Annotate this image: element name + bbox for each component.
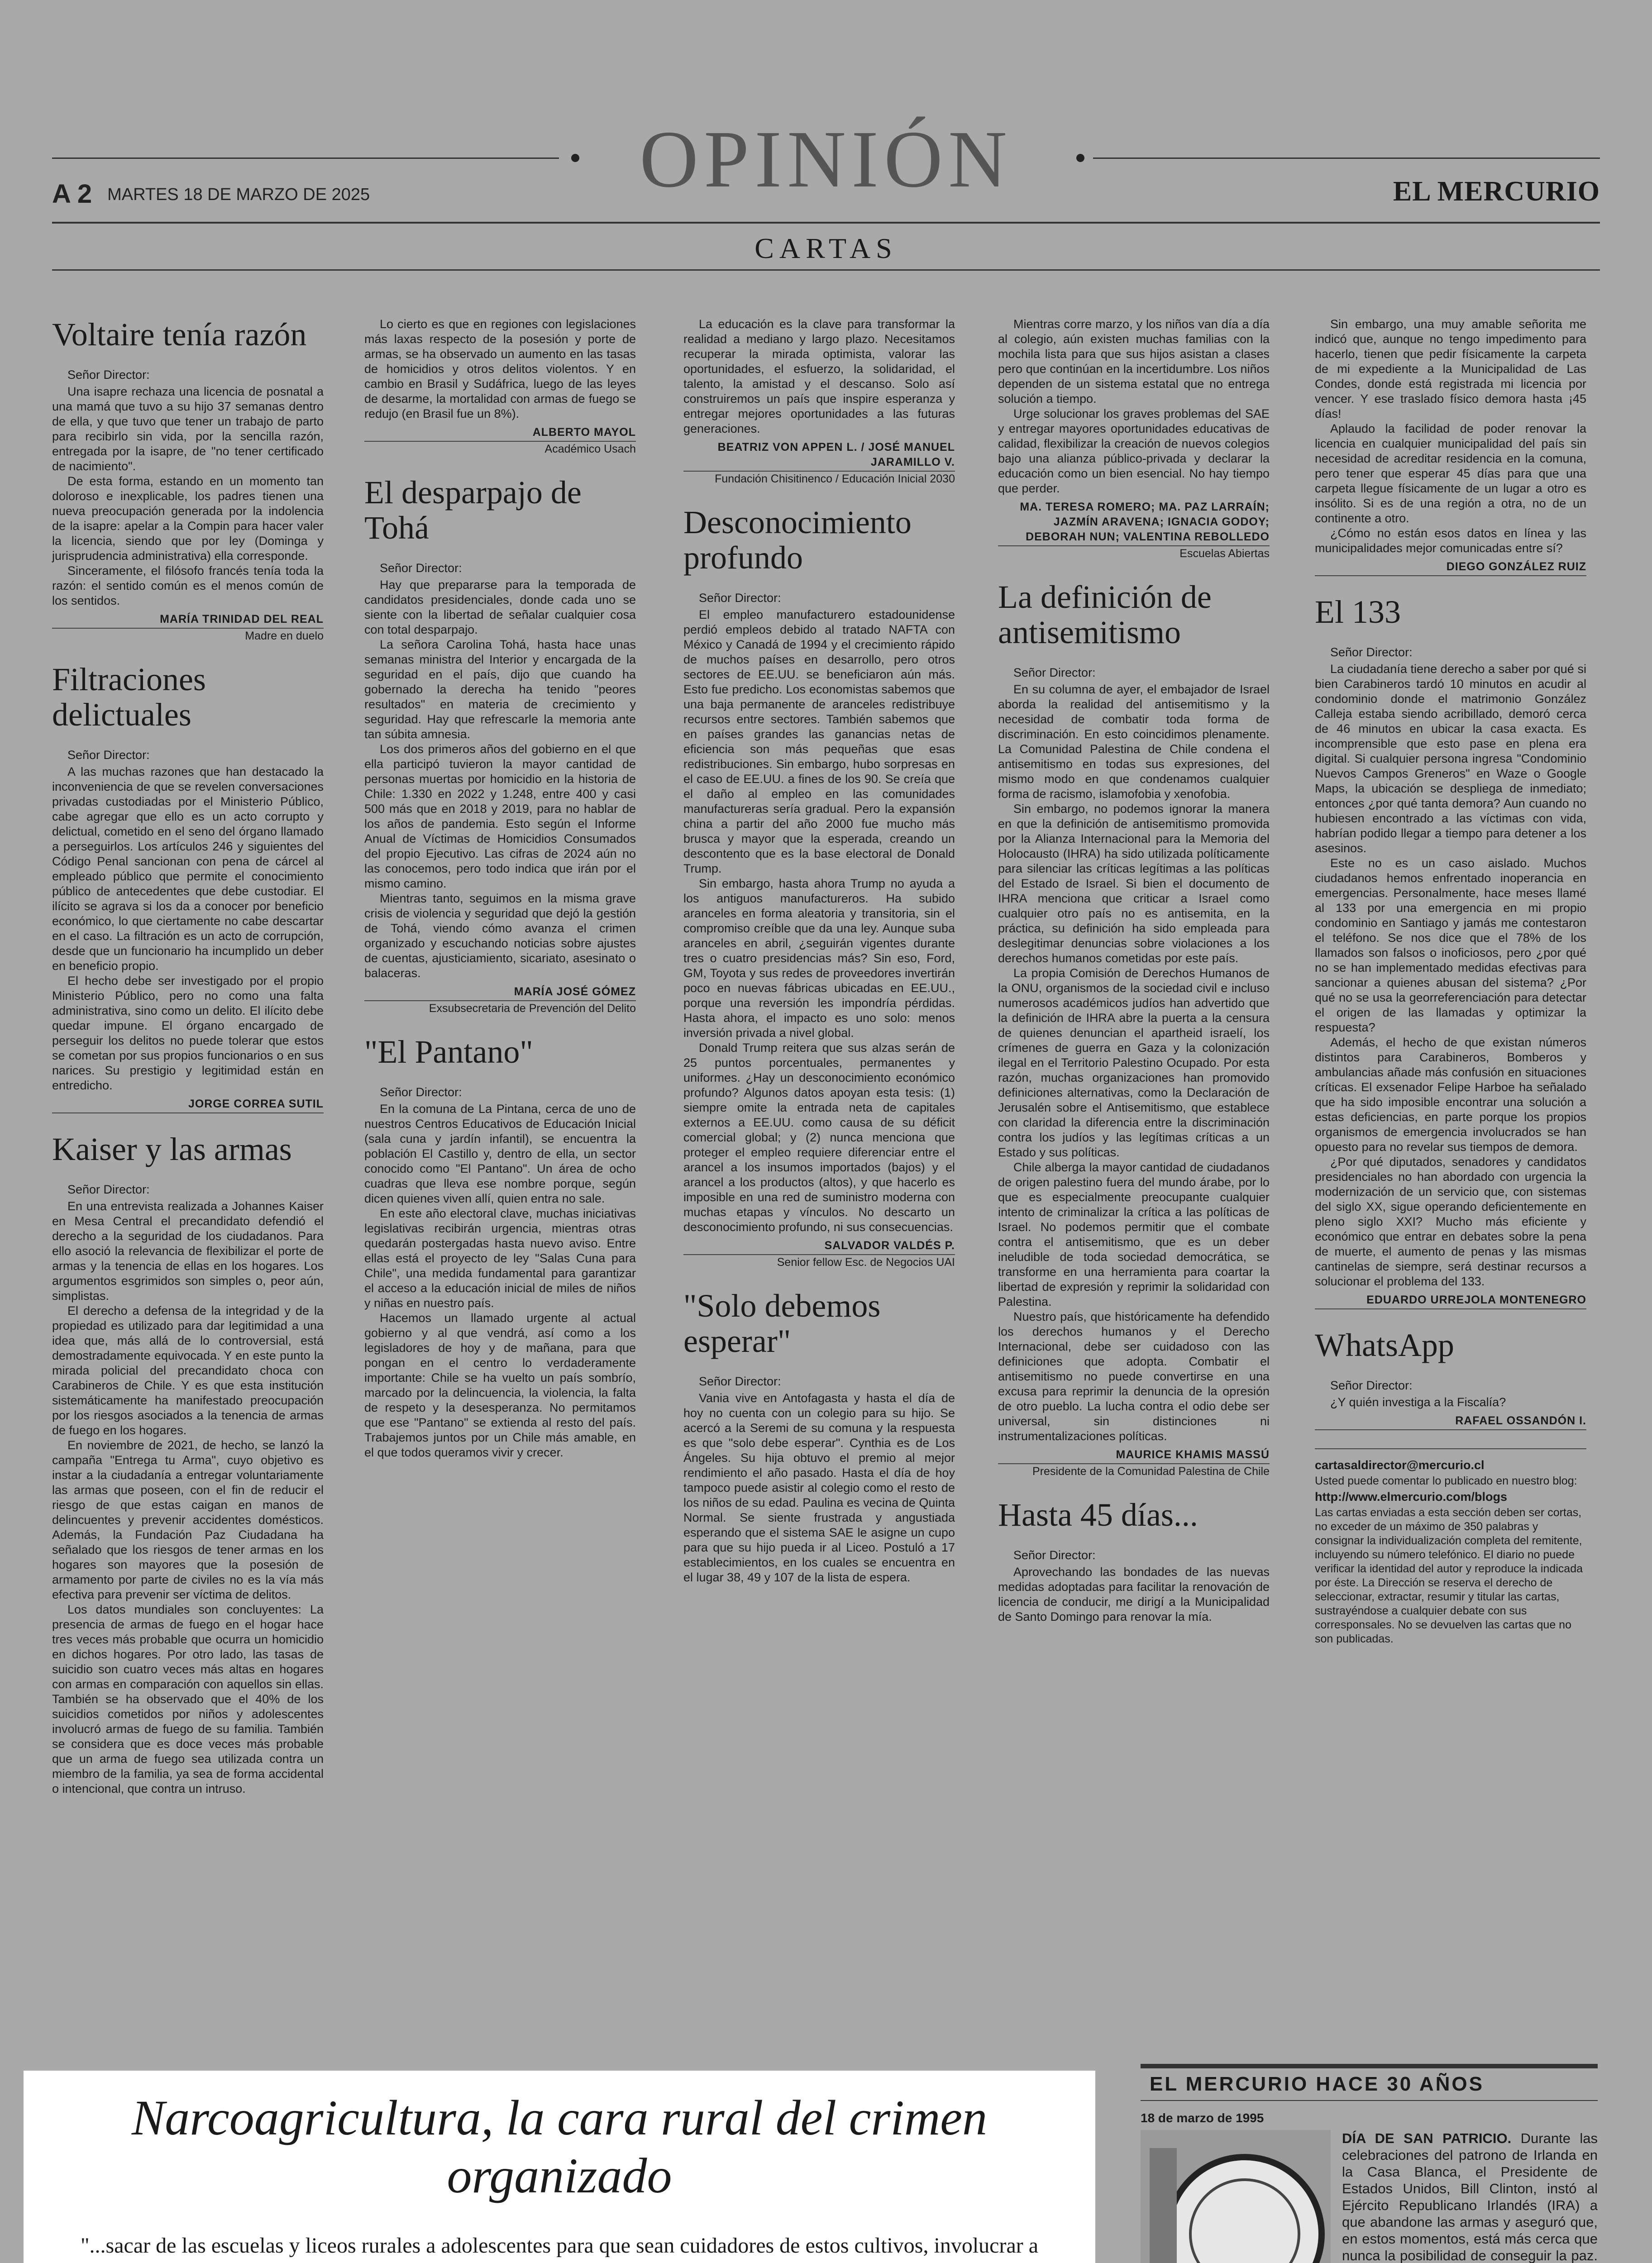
letter-affiliation: Fundación Chisitinenco / Educación Inicial 2030 — [715, 473, 955, 485]
letter-paragraph: Este no es un caso aislado. Muchos ciudadanos hemos enfrentado inoperancia en emergencias. Personalmente, hace meses llamé al 133 por una emergencia en mi propio condominio en Santiago y jamás me contestaron el teléfono. Se nos dice que el 78% de los llamados son falsos o inoficiosos, pero ¿por qué no se han implementado medidas efectivas para sancionar a quienes abusan del sistema? ¿Por qué no se usa la georreferenciación para detectar el origen de las llamadas y optimizar la respuesta? — [1315, 856, 1586, 1034]
letter-affiliation: Presidente de la Comunidad Palestina de Chile — [1032, 1465, 1270, 1478]
letter-affiliation: Senior fellow Esc. de Negocios UAI — [777, 1256, 955, 1269]
letters-column-2 — [364, 317, 636, 1478]
letter-signature: SALVADOR VALDÉS P. — [683, 1238, 955, 1255]
blog-intro: Usted puede comentar lo publicado en nuestro blog: — [1315, 1475, 1577, 1487]
letter-kaiser-cont — [364, 317, 636, 457]
letter-paragraph: ¿Por qué diputados, senadores y candidatos presidenciales no han abordado con urgencia la modernización de un servicio que, con sistemas del siglo XX, sigue operando deficientemente en pleno siglo XXI? Mucho más eficiente y económico que entrar en debates sobre la pena de muerte, el aumento de penas y las mismas cantinelas de siempre, será destinar recursos a solucionar el problema del 133. — [1315, 1155, 1586, 1288]
cartas-rule — [52, 269, 1600, 271]
edition-date: MARTES 18 DE MARZO DE 2025 — [107, 185, 370, 204]
letter-solo-esperar — [683, 1288, 955, 1585]
letter-kaiser — [52, 1132, 324, 1796]
letter-paragraph: La educación es la clave para transformar la realidad a mediano y largo plazo. Necesitamos recuperar la mirada optimista, valorar las oportunidades, el esfuerzo, la solidaridad, el talento, la amistad y el descanso. Solo así construiremos un país que inspire esperanza y entregar mejores oportunidades a las futuras generaciones. — [683, 317, 955, 435]
hace-30-photo — [1141, 2130, 1331, 2263]
letter-antisemitismo — [998, 579, 1270, 1479]
letter-salutation: Señor Director: — [67, 368, 150, 382]
letter-pantano — [364, 1034, 636, 1460]
letter-paragraph: La señora Carolina Tohá, hasta hace unas semanas ministra del Interior y encargada de la seguridad en el país, dijo que cuando ha gobernado la derecha ha tenido "peores resultados" en materia de crecimiento y seguridad. Hay que refrescarle la memoria ante tan súbita amnesia. — [364, 638, 636, 741]
letter-paragraph: El empleo manufacturero estadounidense perdió empleos debido al tratado NAFTA con México y Canadá de 1994 y el crecimiento rápido de muchos países en desarrollo, pero otros sectores de EE.UU. se beneficiaron aún más. Esto fue predicho. Los economistas sabemos que una baja permanente de aranceles redistribuye recursos entre sectores. También sabemos que en países grandes las ganancias netas de eficiencia son más pequeñas que esas redistribuciones. Sin embargo, hubo sorpresas en el caso de EE.UU. a fines de los 90. Se creía que el daño al empleo en las comunidades manufactureras sería gradual. Pero la expansión china a partir del año 2000 fue mucho más brusca y mayor que la esperada, creando un descontento que es la base electoral de Donald Trump. — [683, 608, 955, 875]
letters-column-1 — [52, 317, 324, 1814]
letter-affiliation: Madre en duelo — [245, 630, 324, 642]
letter-salutation: Señor Director: — [67, 748, 150, 762]
letter-signature: DIEGO GONZÁLEZ RUIZ — [1315, 559, 1586, 576]
blog-link[interactable]: http://www.elmercurio.com/blogs — [1315, 1490, 1508, 1504]
letter-paragraph: Chile alberga la mayor cantidad de ciudadanos de origen palestino fuera del mundo árabe, por lo que es especialmente preocupante cualquier intento de criminalizar la crítica a las políticas de Israel. No podemos permitir que el combate contra el antisemitismo, que es un deber ineludible de toda sociedad democrática, se transforme en una herramienta para coartar la libertad de expresión y reprimir la solidaridad con Palestina. — [998, 1160, 1270, 1308]
letter-whatsapp — [1315, 1327, 1586, 1430]
letter-45-dias-cont — [1315, 317, 1586, 576]
letter-paragraph: Hacemos un llamado urgente al actual gobierno y al que vendrá, así como a los legisladores de hoy y de mañana, para que pongan en el centro lo verdaderamente importante: Chile se ha vuelto un país sombrío, marcado por la delincuencia, la violencia, la falta de respeto y la desesperanza. No permitamos que ese "Pantano" se extienda al resto del país. Trabajemos juntos por un Chile más amable, en el que todos queramos vivir y crecer. — [364, 1311, 636, 1459]
letter-voltaire — [52, 317, 324, 644]
letter-paragraph: En este año electoral clave, muchas iniciativas legislativas recibirán urgencia, mientras otras quedarán postergadas hasta nuevo aviso. Entre ellas está el proyecto de ley "Salas Cuna para Chile", una medida fundamental para garantizar el acceso a la educación inicial de miles de niños y niñas en nuestro país. — [364, 1207, 636, 1310]
letter-salutation: Señor Director: — [699, 1375, 781, 1388]
letter-salutation: Señor Director: — [1330, 1379, 1413, 1392]
letter-salutation: Señor Director: — [67, 1183, 150, 1196]
letter-affiliation: Exsubsecretaria de Prevención del Delito — [429, 1002, 636, 1015]
letter-filtraciones — [52, 662, 324, 1113]
contact-email[interactable]: cartasaldirector@mercurio.cl — [1315, 1458, 1485, 1472]
opinion-column — [24, 2071, 1095, 2263]
letter-paragraph: Hay que prepararse para la temporada de candidatos presidenciales, donde cada uno se siente con la libertad de señalar cualquier cosa con total desparpajo. — [364, 578, 636, 636]
letter-paragraph: Sin embargo, no podemos ignorar la manera en que la definición de antisemitismo promovida por la Alianza Internacional para la Memoria del Holocausto (IHRA) ha sido utilizada políticamente para silenciar las críticas legítimas a las políticas del Estado de Israel. Si bien el documento de IHRA menciona que criticar a Israel como cualquier otro país no es antisemita, en la práctica, su definición ha sido empleada para deslegitimar denuncias sobre violaciones a los derechos humanos cometidas por este país. — [998, 802, 1270, 965]
letter-paragraph: Además, el hecho de que existan números distintos para Carabineros, Bomberos y ambulancias añade más confusión en situaciones críticas. El exsenador Felipe Harboe ha señalado que ha sido imposible encontrar una solución a estas deficiencias, en parte porque los propios organismos de emergencia involucrados se han opuesto para no revelar sus tiempos de demora. — [1315, 1036, 1586, 1154]
letter-paragraph: En una entrevista realizada a Johannes Kaiser en Mesa Central el precandidato defendió el derecho a la seguridad de los ciudadanos. Para ello asoció la relevancia de flexibilizar el porte de armas y la tenencia de ellas en los hogares. Los argumentos esgrimidos son simples o, peor aún, simplistas. — [52, 1199, 324, 1303]
letter-paragraph: De esta forma, estando en un momento tan doloroso e inexplicable, los padres tienen una nueva preocupación generada por la indolencia de la isapre: apelar a la Compin para hacer valer la licencia, siendo que por ley (Dominga y jurisprudencia administrativa) ella corresponde. — [52, 474, 324, 563]
letter-paragraph: El derecho a defensa de la integridad y de la propiedad es utilizado para dar legitimidad a una idea que, más allá de lo controversial, está demostradamente equivocada. Y en este punto la mirada policial del precandidato choca con Carabineros de Chile. Y es que esta institución sistemáticamente ha manifestado preocupación por los riesgos asociados a la tenencia de armas de fuego en los hogares. — [52, 1304, 324, 1437]
letters-column-5 — [1315, 317, 1586, 1648]
letter-paragraph: En su columna de ayer, el embajador de Israel aborda la realidad del antisemitismo y la necesidad de combatir toda forma de discriminación. En esto coincidimos plenamente. La Comunidad Palestina de Chile condena el antisemitismo en todas sus expresiones, del mismo modo en que condenamos cualquier forma de racismo, islamofobia y xenofobia. — [998, 683, 1270, 801]
contact-terms: Las cartas enviadas a esta sección deben ser cortas, no exceder de un máximo de 350 palabras y consignar la individualización completa del remitente, incluyendo su número telefónico. El diario no puede verificar la identidad del autor y reproduce la indicada por éste. La Dirección se reserva el derecho de seleccionar, extractar, resumir y titular las cartas, sustrayéndose a cualquier debate con sus corresponsales. No se devuelven las cartas que no son publicadas. — [1315, 1506, 1583, 1645]
newspaper-brand: EL MERCURIO — [1393, 176, 1600, 207]
letter-salutation: Señor Director: — [1013, 666, 1096, 679]
letter-title: "Solo debemos esperar" — [683, 1288, 881, 1359]
letter-paragraph: Los datos mundiales son concluyentes: La presencia de armas de fuego en el hogar hace tres veces más probable que ocurra un homicidio en dichos hogares. Por otro lado, las tasas de suicidio son cuatro veces más altas en hogares con armas en comparación con aquellos sin ellas. También se ha observado que el 40% de los suicidios cometidos por niños y adolescentes involucró armas de fuego de su familia. También se considera que es doce veces más probable que un arma de fuego sea utilizada contra un miembro de la familia, ya sea de forma accidental o intencional, que contra un intruso. — [52, 1603, 324, 1795]
letter-salutation: Señor Director: — [380, 561, 462, 575]
letter-signature: MARÍA JOSÉ GÓMEZ — [364, 984, 636, 1001]
letter-paragraph: Urge solucionar los graves problemas del SAE y entregar mayores oportunidades educativas de calidad, flexibilizar la creación de nuevos colegios bajo una alianza público-privada y declarar la educación como un bien esencial. No hay tiempo que perder. — [998, 407, 1270, 495]
page-number: A 2 — [52, 179, 92, 209]
hace-30-feature — [1141, 2130, 1598, 2263]
letter-signature: RAFAEL OSSANDÓN I. — [1315, 1413, 1586, 1430]
letter-paragraph: Mientras corre marzo, y los niños van día a día al colegio, aún existen muchas familias con la mochila lista para que sus hijos asistan a clases pero que continúan en la incertidumbre. Los niños dependen de un sistema estatal que no entrega solución a tiempo. — [998, 317, 1270, 406]
letter-title: El desparpajo de Tohá — [364, 474, 582, 546]
letter-paragraph: Donald Trump reitera que sus alzas serán de 25 puntos porcentuales, permanentes y uniformes. ¿Hay un desconocimiento económico profundo? Algunos datos apoyan esta tesis: (1) siempre omite la entrada neta de capitales externos a EE.UU. como causa de su déficit comercial global; y (2) nunca menciona que proteger el empleo requiere diferenciar entre el arancel a los insumos importados (bajos) y el arancel a los productos (altos), y que hacerlo es imposible en una red de suministro moderna con muchas etapas y vínculos. No descarto un desconocimiento profundo, ni sus consecuencias. — [683, 1041, 955, 1234]
letter-paragraph: Aprovechando las bondades de las nuevas medidas adoptadas para facilitar la renovación de licencia de conducir, me dirigí a la Municipalidad de Santo Domingo para renovar la mía. — [998, 1565, 1270, 1623]
letter-paragraph: Vania vive en Antofagasta y hasta el día de hoy no cuenta con un colegio para su hijo. Se acercó a la Seremi de su comuna y la respuesta es que "solo debe esperar". Cynthia es de Los Ángeles. Su hija obtuvo el premio al mejor rendimiento el año pasado. Hasta el día de hoy tampoco puede asistir al colegio como el resto de los niños de su edad. Paulina es vecina de Quinta Normal. Se siente frustrada y angustiada esperando que el sistema SAE le asigne un cupo para que su hijo pueda ir al Liceo. Postuló a 17 establecimientos, en los cuales se encuentra en el lugar 38, 49 y 107 de la lista de espera. — [683, 1391, 955, 1584]
letter-paragraph: Los dos primeros años del gobierno en el que ella participó tuvieron la mayor cantidad de personas muertas por homicidio en la historia de Chile: 1.330 en 2022 y 1.248, entre 400 y casi 500 más que en 2018 y 2019, para no hablar de los años de pandemia. Esto según el Informe Anual de Víctimas de Homicidios Consumados del propio Ejecutivo. Las cifras de 2024 aún no las conocemos, pero todo indica que irán por el mismo camino. — [364, 742, 636, 890]
letter-title: Hasta 45 días... — [998, 1497, 1198, 1533]
letter-45-dias — [998, 1497, 1270, 1624]
hace-30-date: 18 de marzo de 1995 — [1141, 2111, 1264, 2125]
letter-paragraph: ¿Y quién investiga a la Fiscalía? — [1330, 1395, 1506, 1409]
letter-pantano-cont — [683, 317, 955, 487]
letter-salutation: Señor Director: — [1330, 645, 1413, 659]
letter-title: WhatsApp — [1315, 1327, 1454, 1363]
letter-affiliation: Académico Usach — [544, 443, 636, 455]
letter-title: Voltaire tenía razón — [52, 316, 307, 353]
letter-solo-esperar-cont — [998, 317, 1270, 561]
letter-paragraph: Nuestro país, que históricamente ha defendido los derechos humanos y el Derecho Internacional, debe ser cuidadoso con las definiciones que adopta. Combatir el antisemitismo no puede convertirse en una excusa para reprimir la denuncia de la opresión de otro pueblo. La lucha contra el odio debe ser universal, sin distinciones ni instrumentalizaciones políticas. — [998, 1310, 1270, 1443]
letter-signature: MA. TERESA ROMERO; MA. PAZ LARRAÍN; JAZMÍN ARAVENA; IGNACIA GODOY; DEBORAH NUN; VALENTINA REBOLLEDO — [998, 500, 1270, 546]
letter-paragraph: Sin embargo, hasta ahora Trump no ayuda a los antiguos manufactureros. Ha subido aranceles en forma aleatoria y transitoria, sin el compromiso creíble que da una ley. Aunque suba aranceles en abril, ¿seguirán vigentes durante tres o cuatro presidencias más? Sin eso, Ford, GM, Toyota y sus redes de proveedores invertirán poco en nuevas fábricas ubicadas en EE.UU., porque una reversión les impondría pérdidas. Hasta ahora, el impacto es uno solo: menos inversión privada a nivel global. — [683, 877, 955, 1040]
letter-paragraph: Mientras tanto, seguimos en la misma grave crisis de violencia y seguridad que dejó la gestión de Tohá, viendo cómo avanza el crimen organizado y escuchando noticias sobre ajustes de cuentas, ajusticiamiento, sicariato, asesinato o balaceras. — [364, 892, 636, 980]
letter-title: "El Pantano" — [364, 1034, 533, 1070]
letter-desconocimiento — [683, 505, 955, 1270]
item-text: Durante las celebraciones del patrono de Irlanda en la Casa Blanca, el Presidente de Estados Unidos, Bill Clinton, instó al Ejército Republicano Irlandés (IRA) a que abandone las armas y aseguró que, en estos momentos, está más cerca que nunca la posibilidad de conseguir la paz. — [1342, 2130, 1598, 2263]
page-info — [52, 179, 370, 209]
pipe-band-photo-icon — [1141, 2130, 1331, 2263]
hace-30-item-1 — [1342, 2130, 1598, 2263]
letter-signature: BEATRIZ VON APPEN L. / JOSÉ MANUEL JARAMILLO V. — [683, 440, 955, 472]
letter-paragraph: Sinceramente, el filósofo francés tenía toda la razón: el sentido común es el menos común de los sentidos. — [52, 564, 324, 607]
letter-paragraph: ¿Cómo no están esos datos en línea y las municipalidades mejor comunicadas entre sí? — [1315, 526, 1586, 555]
letter-paragraph: La ciudadanía tiene derecho a saber por qué si bien Carabineros tardó 10 minutos en acudir al condominio donde el matrimonio González Calleja estaba siendo acribillado, demoró cerca de 46 minutos en ubicar la casa exacta. Es incomprensible que esto pase en plena era digital. Si cualquier persona ingresa "Condominio Nuevos Campos Greneros" en Waze o Google Maps, la ubicación se despliega de inmediato; entonces ¿por qué tanta demora? Aun cuando no hubiesen encontrado a las víctimas con vida, habrían podido llegar a tiempo para detener a los asesinos. — [1315, 662, 1586, 855]
letter-signature: MARÍA TRINIDAD DEL REAL — [52, 612, 324, 629]
letter-signature: MAURICE KHAMIS MASSÚ — [998, 1447, 1270, 1464]
letter-paragraph: El hecho debe ser investigado por el propio Ministerio Público, pero no como una falta administrativa, sino como un delito. El ilícito debe quedar impune. El órgano encargado de perseguir los delitos no puede tolerar que estos se cometan por sus propios funcionarios o en sus narices. Su prestigio y legitimidad están en entredicho. — [52, 974, 324, 1092]
letter-paragraph: En noviembre de 2021, de hecho, se lanzó la campaña "Entrega tu Arma", cuyo objetivo es instar a la ciudadanía a entregar voluntariamente las armas que poseen, con el fin de reducir el riesgo de que estas caigan en manos de delincuentes y prevenir accidentes domésticos. Además, la Fundación Paz Ciudadana ha señalado que los riesgos de tener armas en los hogares son mayores que la posesión de armamento por parte de civiles no es la vía más efectiva para prevenir ser víctima de delitos. — [52, 1438, 324, 1601]
column-title: Narcoagricultura, la cara rural del crimen organizado — [131, 2090, 988, 2203]
letter-salutation: Señor Director: — [380, 1085, 462, 1099]
letter-title: La definición de antisemitismo — [998, 579, 1212, 650]
hace-30-header: EL MERCURIO HACE 30 AÑOS — [1141, 2064, 1598, 2101]
letters-column-3 — [683, 317, 955, 1603]
contact-box — [1315, 1448, 1586, 1646]
subsection-title: CARTAS — [754, 232, 898, 264]
letter-signature: ALBERTO MAYOL — [364, 425, 636, 442]
column-quote: "...sacar de las escuelas y liceos rurales a adolescentes para que sean cuidadores de estos cultivos, involucrar a — [80, 2234, 1039, 2258]
letters-column-4 — [998, 317, 1270, 1642]
header-rule-bottom — [52, 222, 1600, 224]
letter-affiliation: Escuelas Abiertas — [1179, 547, 1270, 560]
letter-paragraph: Aplaudo la facilidad de poder renovar la licencia en cualquier municipalidad del país sin necesidad de acreditar residencia en la comuna, pero tener que esperar 45 días para que una carpeta llegue físicamente de un lugar a otro es insólito. Si es de una región a otra, no de un continente a otro. — [1315, 422, 1586, 525]
letter-title: Filtraciones delictuales — [52, 661, 206, 733]
letter-signature: JORGE CORREA SUTIL — [52, 1097, 324, 1113]
item-lead: DÍA DE SAN PATRICIO. — [1342, 2130, 1512, 2146]
letter-title: El 133 — [1315, 594, 1401, 630]
letter-paragraph: La propia Comisión de Derechos Humanos de la ONU, organismos de la sociedad civil e incluso numerosos académicos judíos han advertido que la definición de IHRA abre la puerta a la censura de quienes denuncian el apartheid israelí, los crímenes de guerra en Gaza y la colonización ilegal en el Territorio Palestino Ocupado. Por esta razón, muchas organizaciones han promovido definiciones alternativas, como la Declaración de Jerusalén sobre el Antisemitismo, que establece con claridad la diferencia entre la discriminación contra los judíos y las legítimas críticas a un Estado y sus políticas. — [998, 966, 1270, 1159]
hace-30-box — [1141, 2064, 1598, 2263]
letter-el-133 — [1315, 594, 1586, 1309]
letter-paragraph: Sin embargo, una muy amable señorita me indicó que, aunque no tengo impedimento para hacerlo, tienen que pedir físicamente la carpeta de mi expediente a la Municipalidad de Las Condes, donde está registrada mi licencia por vencer. Y ese traslado físico demora hasta ¡45 días! — [1315, 317, 1586, 420]
section-title: OPINIÓN — [640, 114, 1012, 204]
letter-salutation: Señor Director: — [1013, 1548, 1096, 1562]
letter-title: Desconocimiento profundo — [683, 504, 912, 576]
letter-paragraph: Una isapre rechaza una licencia de posnatal a una mamá que tuvo a su hijo 37 semanas dentro de ella, y que tuvo que tener un trabajo de parto para recibirlo sin vida, por la sencilla razón, entregada por la isapre, de "no tener certificado de nacimiento". — [52, 385, 324, 473]
letter-paragraph: En la comuna de La Pintana, cerca de uno de nuestros Centros Educativos de Educación Inicial (sala cuna y jardín infantil), se encuentra la población El Castillo y, dentro de ella, un sector conocido como "El Pantano". Un área de ocho cuadras que lleva ese nombre porque, según dicen quienes viven allí, quien entra no sale. — [364, 1102, 636, 1205]
letter-toha — [364, 475, 636, 1016]
letter-paragraph: A las muchas razones que han destacado la inconveniencia de que se revelen conversaciones privadas custodiadas por el Ministerio Público, cabe agregar que ello es un acto corrupto y delictual, cometido en el seno del órgano llamado a perseguirlos. Los artículos 246 y siguientes del Código Penal sancionan con pena de cárcel al empleado público que permite el conocimiento público de antecedentes que debe custodiar. El ilícito se agrava si los da a conocer por beneficio económico, lo que ciertamente no cabe descartar en el caso. La filtración es un acto de corrupción, desde que un funcionario ha incumplido un deber en beneficio propio. — [52, 765, 324, 973]
letter-signature: EDUARDO URREJOLA MONTENEGRO — [1315, 1293, 1586, 1309]
letter-title: Kaiser y las armas — [52, 1131, 292, 1167]
letter-salutation: Señor Director: — [699, 591, 781, 605]
letter-paragraph: Lo cierto es que en regiones con legislaciones más laxas respecto de la posesión y porte de armas, se ha observado un aumento en las tasas de homicidios y otros delitos violentos. Y en cambio en Brasil y Sudáfrica, luego de las leyes de desarme, la mortalidad con armas de fuego se redujo (en Brasil fue un 8%). — [364, 317, 636, 420]
